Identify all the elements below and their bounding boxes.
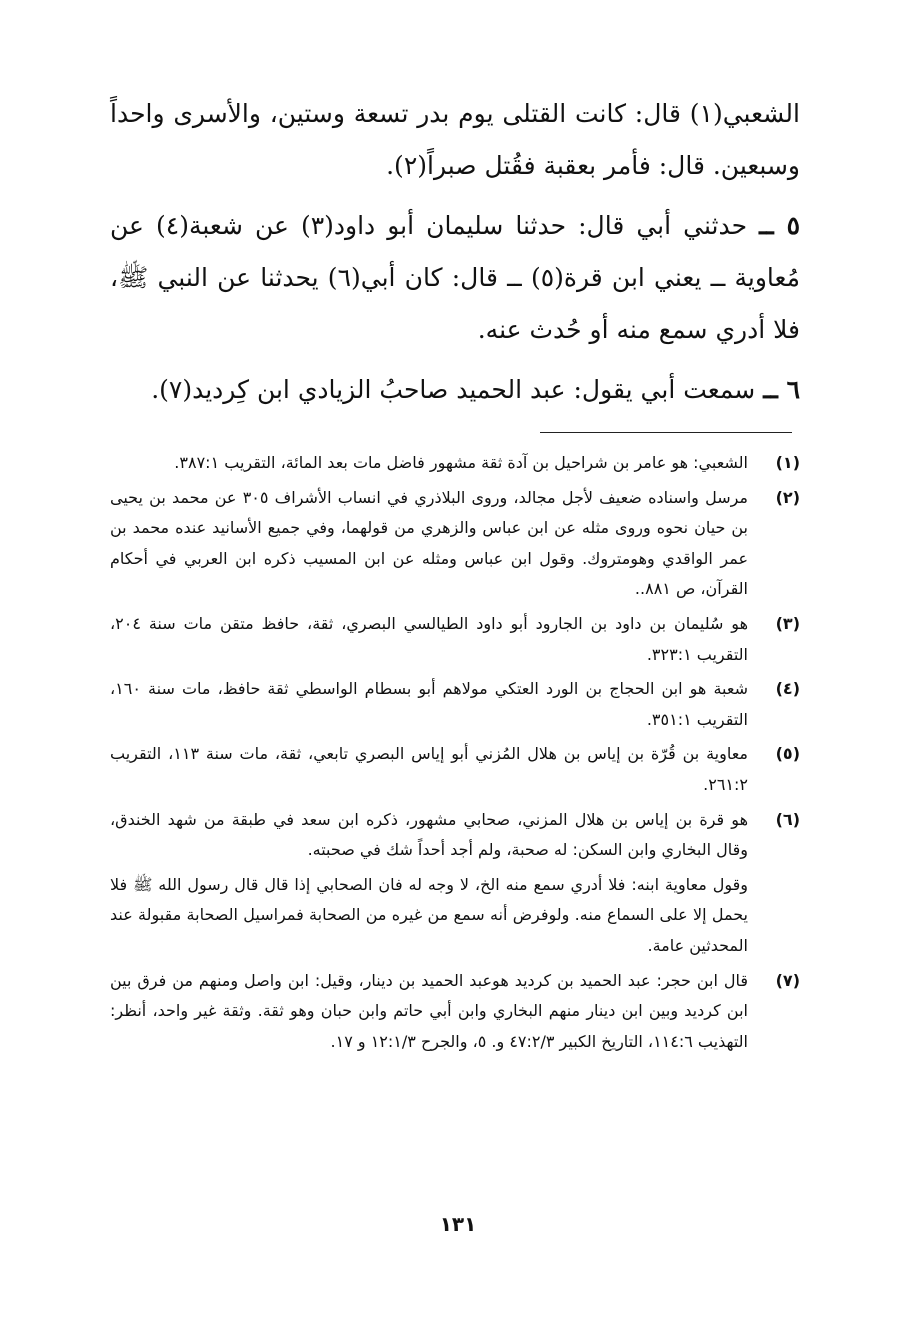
- footnote-item: [110, 483, 800, 605]
- main-text: [110, 88, 800, 424]
- footnote-text-part: هو قرة بن إياس بن هلال المزني، صحابي مشهور، ذكره ابن سعد في طبقة من شهد الخندق، وقال البخاري وابن السكن: له صحبة، ولم أجد أحداً شك في صحبته.: [110, 809, 748, 860]
- footnote-text: شعبة هو ابن الحجاج بن الورد العتكي مولاهم أبو بسطام الواسطي ثقة حافظ، مات سنة ١٦٠، التقريب ٣٥١:١.: [110, 679, 748, 729]
- paragraph-5: [110, 200, 800, 356]
- footnote-number: (٧): [775, 970, 800, 990]
- footnote-number: (٣): [775, 613, 800, 633]
- footnote-continuation: وقول معاوية ابنه: فلا أدري سمع منه الخ، لا وجه له فان الصحابي إذا قال قال رسول الله ﷺ فلا يحمل إلا على السماع منه. ولوفرض أنه سمع من غيره من الصحابة فمراسيل الصحابة مقبولة عند المحدثين عامة.: [110, 874, 748, 955]
- footnote-item: [110, 674, 800, 735]
- paragraph-text: سمعت أبي يقول: عبد الحميد صاحبُ الزيادي ابن كِرديد(٧).: [151, 375, 756, 404]
- footnote-item: [110, 739, 800, 800]
- footnotes: [110, 448, 800, 1061]
- paragraph-number: ٥ ــ: [759, 211, 800, 240]
- footnote-number: (٤): [775, 679, 800, 699]
- footnote-number: (٦): [775, 809, 800, 829]
- footnote-text: قال ابن حجر: عبد الحميد بن كرديد هوعبد الحميد بن دينار، وقيل: ابن واصل ومنهم من فرق بين ابن كرديد وبين ابن دينار منهم البخاري وابن أبي حاتم وابن حبان وهو ثقة. وثقة غير واحد، أنظر: التهذيب ١١٤:٦، التاريخ الكبير ٤٧:٢/٣ و. ٥، والجرح ١٢:١/٣ و ١٧.: [110, 970, 748, 1051]
- footnote-item: [110, 609, 800, 670]
- paragraph-6: [110, 364, 800, 416]
- page-number: ١٣١: [439, 1212, 477, 1236]
- footnote-text: [110, 805, 748, 962]
- footnote-separator: [540, 432, 792, 433]
- footnote-text: هو سُليمان بن داود بن الجارود أبو داود الطيالسي البصري، ثقة، حافظ متقن مات سنة ٢٠٤، التقريب ٣٢٣:١.: [110, 613, 748, 664]
- footnote-item: [110, 448, 800, 479]
- footnote-text: مرسل واسناده ضعيف لأجل مجالد، وروى البلاذري في انساب الأشراف ٣٠٥ عن محمد بن يحيى بن حيان نحوه وروى مثله عن ابن عباس والزهري من قولهما، وفي جميع الأسانيد عنده محمد بن عمر الواقدي وهومتروك. وقول ابن عباس ومثله عن ابن المسيب ذكره ابن العربي في أحكام القرآن، ص ٨٨١..: [110, 487, 748, 599]
- paragraph-text: حدثني أبي قال: حدثنا سليمان أبو داود(٣) عن شعبة(٤) عن مُعاوية ــ يعني ابن قرة(٥) ــ قال: كان أبي(٦) يحدثنا عن النبي ﷺ، فلا أدري سمع منه أو حُدث عنه.: [110, 211, 800, 344]
- paragraph-number: ٦ ــ: [763, 375, 800, 404]
- footnote-number: (٥): [775, 744, 800, 764]
- paragraph-1: الشعبي(١) قال: كانت القتلى يوم بدر تسعة وستين، والأسرى واحداً وسبعين. قال: فأمر بعقبة فقُتل صبراً(٢).: [110, 99, 800, 180]
- footnote-text: معاوية بن قُرّة بن إياس بن هلال المُزني أبو إياس البصري تابعي، ثقة، مات سنة ١١٣، التقريب ٢٦١:٢.: [110, 744, 748, 794]
- footnote-number: (١): [775, 453, 800, 472]
- footnote-text: الشعبي: هو عامر بن شراحيل بن آدة ثقة مشهور فاضل مات بعد المائة، التقريب ٣٨٧:١.: [174, 453, 748, 472]
- footnote-number: (٢): [775, 487, 800, 507]
- footnote-item: [110, 966, 800, 1058]
- footnote-item: [110, 805, 800, 962]
